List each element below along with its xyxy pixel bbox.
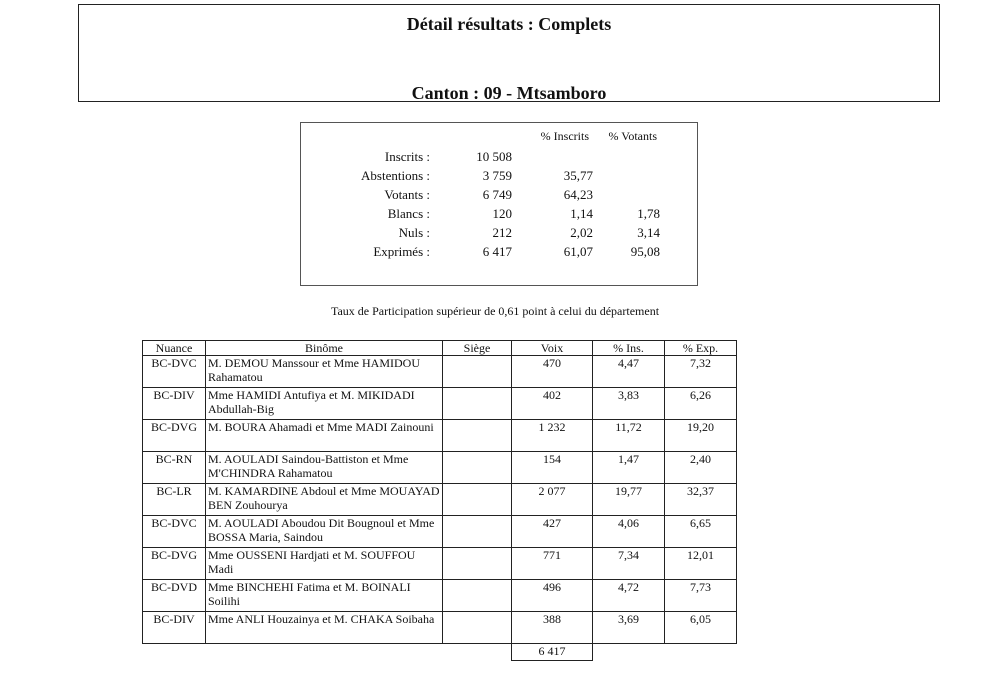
cell-pct-exp: 12,01	[665, 548, 737, 580]
cell-binome: M. AOULADI Aboudou Dit Bougnoul et Mme BOSSA Maria, Saindou	[206, 516, 443, 548]
cell-siege	[443, 484, 512, 516]
total-row	[143, 644, 737, 661]
header-siege: Siège	[443, 341, 512, 356]
cell-nuance: BC-DIV	[143, 612, 206, 644]
summary-header-pct-inscrits: % Inscrits	[540, 129, 589, 143]
summary-row-inscrits	[301, 149, 697, 167]
cell-nuance: BC-DIV	[143, 388, 206, 420]
cell-siege	[443, 388, 512, 420]
cell-nuance: BC-DVG	[143, 420, 206, 452]
canton-title: Canton : 09 - Mtsamboro	[411, 83, 607, 103]
summary-label: Inscrits :	[384, 149, 430, 164]
summary-label: Abstentions :	[361, 168, 430, 183]
cell-binome: Mme OUSSENI Hardjati et M. SOUFFOU Madi	[206, 548, 443, 580]
cell-binome: Mme BINCHEHI Fatima et M. BOINALI Soilihi	[206, 580, 443, 612]
table-row	[143, 548, 737, 580]
cell-voix: 154	[512, 452, 593, 484]
summary-count: 6 417	[482, 244, 512, 259]
cell-pct-ins: 11,72	[593, 420, 665, 452]
cell-nuance: BC-DVD	[143, 580, 206, 612]
table-row	[143, 484, 737, 516]
cell-voix: 388	[512, 612, 593, 644]
summary-label: Exprimés :	[373, 244, 430, 259]
summary-pct-inscrits: 1,14	[570, 206, 593, 221]
summary-label: Votants :	[384, 187, 430, 202]
table-row	[143, 516, 737, 548]
cell-pct-exp: 2,40	[665, 452, 737, 484]
summary-pct-inscrits: 2,02	[570, 225, 593, 240]
cell-pct-ins: 4,47	[593, 356, 665, 388]
cell-nuance: BC-DVC	[143, 516, 206, 548]
cell-siege	[443, 516, 512, 548]
cell-binome: Mme ANLI Houzainya et M. CHAKA Soibaha	[206, 612, 443, 644]
summary-pct-votants: 95,08	[630, 244, 660, 259]
cell-voix: 1 232	[512, 420, 593, 452]
cell-pct-ins: 19,77	[593, 484, 665, 516]
summary-pct-votants: 1,78	[637, 206, 660, 221]
cell-siege	[443, 356, 512, 388]
cell-nuance: BC-LR	[143, 484, 206, 516]
cell-voix: 427	[512, 516, 593, 548]
results-table	[142, 340, 737, 661]
summary-pct-inscrits: 35,77	[563, 168, 593, 183]
summary-count: 3 759	[482, 168, 512, 183]
cell-siege	[443, 420, 512, 452]
cell-binome: Mme HAMIDI Antufiya et M. MIKIDADI Abdullah-Big	[206, 388, 443, 420]
table-row	[143, 420, 737, 452]
cell-binome: M. DEMOU Manssour et Mme HAMIDOU Rahamatou	[206, 356, 443, 388]
cell-siege	[443, 580, 512, 612]
summary-pct-votants: 3,14	[637, 225, 660, 240]
cell-voix: 771	[512, 548, 593, 580]
page-title: Détail résultats : Complets	[406, 14, 612, 34]
participation-note: Taux de Participation supérieur de 0,61 point à celui du département	[330, 304, 660, 318]
summary-count: 212	[492, 225, 512, 240]
summary-label: Nuls :	[398, 225, 430, 240]
header-binome: Binôme	[206, 341, 443, 356]
cell-siege	[443, 452, 512, 484]
cell-pct-ins: 3,69	[593, 612, 665, 644]
summary-pct-inscrits: 61,07	[563, 244, 593, 259]
total-voix: 6 417	[512, 644, 593, 661]
cell-pct-ins: 4,72	[593, 580, 665, 612]
table-row	[143, 612, 737, 644]
header-box	[78, 4, 940, 102]
table-row	[143, 356, 737, 388]
summary-row-votants	[301, 187, 697, 205]
cell-pct-exp: 32,37	[665, 484, 737, 516]
cell-siege	[443, 548, 512, 580]
cell-pct-exp: 7,73	[665, 580, 737, 612]
summary-row-exprimes	[301, 244, 697, 262]
table-row	[143, 580, 737, 612]
header-nuance: Nuance	[143, 341, 206, 356]
cell-binome: M. BOURA Ahamadi et Mme MADI Zainouni	[206, 420, 443, 452]
summary-row-nuls	[301, 225, 697, 243]
summary-label: Blancs :	[387, 206, 430, 221]
results-header-row	[143, 341, 737, 356]
cell-pct-ins: 4,06	[593, 516, 665, 548]
cell-pct-ins: 3,83	[593, 388, 665, 420]
header-pct-ins: % Ins.	[593, 341, 665, 356]
header-voix: Voix	[512, 341, 593, 356]
cell-nuance: BC-DVG	[143, 548, 206, 580]
summary-count: 6 749	[482, 187, 512, 202]
cell-voix: 470	[512, 356, 593, 388]
cell-pct-exp: 7,32	[665, 356, 737, 388]
cell-siege	[443, 612, 512, 644]
cell-pct-ins: 7,34	[593, 548, 665, 580]
summary-row-blancs	[301, 206, 697, 224]
cell-nuance: BC-DVC	[143, 356, 206, 388]
summary-box	[300, 122, 698, 286]
cell-pct-exp: 6,26	[665, 388, 737, 420]
cell-binome: M. KAMARDINE Abdoul et Mme MOUAYAD BEN Zouhourya	[206, 484, 443, 516]
cell-pct-exp: 19,20	[665, 420, 737, 452]
cell-nuance: BC-RN	[143, 452, 206, 484]
cell-pct-exp: 6,05	[665, 612, 737, 644]
summary-pct-inscrits: 64,23	[563, 187, 593, 202]
cell-pct-ins: 1,47	[593, 452, 665, 484]
summary-row-abstentions	[301, 168, 697, 186]
cell-pct-exp: 6,65	[665, 516, 737, 548]
summary-count: 120	[492, 206, 512, 221]
summary-header-pct-votants: % Votants	[608, 129, 657, 143]
cell-voix: 496	[512, 580, 593, 612]
cell-binome: M. AOULADI Saindou-Battiston et Mme M'CHINDRA Rahamatou	[206, 452, 443, 484]
summary-count: 10 508	[476, 149, 512, 164]
header-pct-exp: % Exp.	[665, 341, 737, 356]
table-row	[143, 452, 737, 484]
cell-voix: 2 077	[512, 484, 593, 516]
cell-voix: 402	[512, 388, 593, 420]
table-row	[143, 388, 737, 420]
